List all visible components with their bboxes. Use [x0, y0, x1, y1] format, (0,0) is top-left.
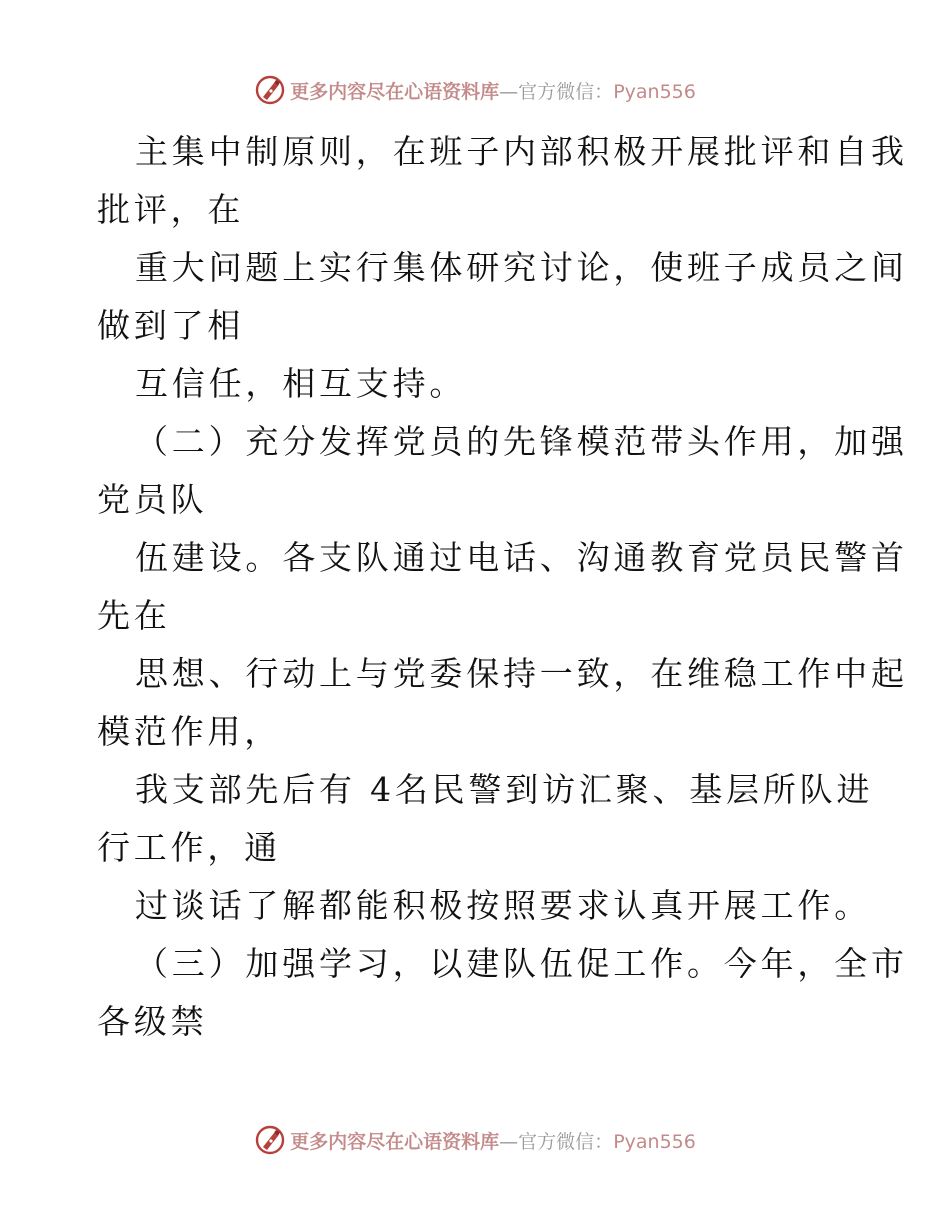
banner-main-text: 更多内容尽在心语资料库 [290, 80, 500, 103]
pen-nib-logo-icon [254, 1124, 286, 1156]
body-line: 各级禁 [97, 1002, 208, 1041]
banner-account-id: Pyan556 [613, 1130, 696, 1153]
body-line: 党员队 [97, 480, 208, 519]
banner-account-id: Pyan556 [613, 80, 696, 103]
banner-main-text: 更多内容尽在心语资料库 [290, 1130, 500, 1153]
body-line: 做到了相 [97, 306, 245, 345]
body-line: 互信任，相互支持。 [135, 364, 467, 403]
document-body [97, 123, 908, 1051]
body-line: 行工作，通 [97, 828, 281, 867]
body-line: 先在 [97, 596, 171, 635]
body-line: 主集中制原则，在班子内部积极开展批评和自我 [135, 132, 908, 171]
banner-separator: — [499, 80, 519, 103]
body-line: 模范作用， [97, 712, 281, 751]
body-line: 重大问题上实行集体研究讨论，使班子成员之间 [135, 248, 908, 287]
banner-label: 官方微信： [518, 80, 614, 103]
body-line: （二）充分发挥党员的先锋模范带头作用，加强 [135, 422, 908, 461]
body-line: 过谈话了解都能积极按照要求认真开展工作。 [135, 886, 871, 925]
header-banner [0, 70, 950, 110]
body-line: 我支部先后有 4名民警到访汇聚、基层所队进 [135, 770, 874, 809]
banner-label: 官方微信： [518, 1130, 614, 1153]
banner-separator: — [499, 1130, 519, 1153]
body-line: （三）加强学习，以建队伍促工作。今年，全市 [135, 944, 908, 983]
body-line: 思想、行动上与党委保持一致，在维稳工作中起 [135, 654, 908, 693]
pen-nib-logo-icon [254, 74, 286, 106]
body-line: 伍建设。各支队通过电话、沟通教育党员民警首 [135, 538, 908, 577]
body-line: 批评，在 [97, 190, 245, 229]
footer-banner [0, 1120, 950, 1160]
